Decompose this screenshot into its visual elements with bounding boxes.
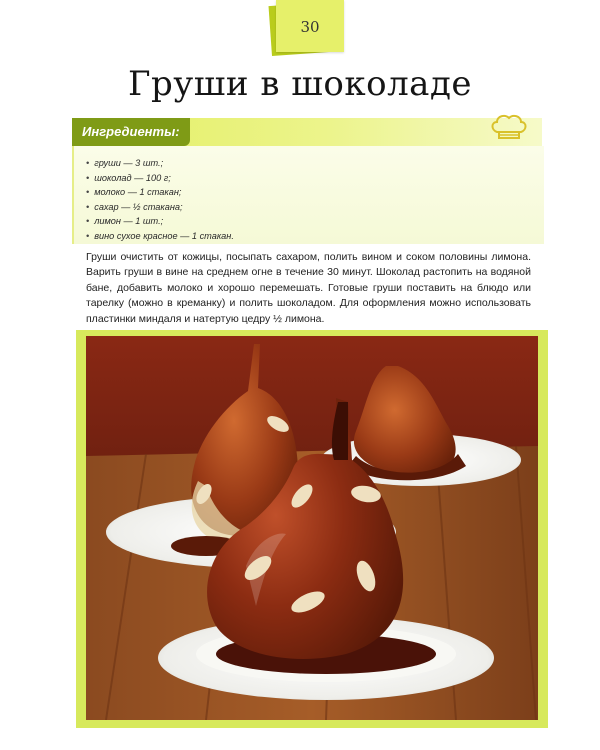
ingredient-item: • лимон — 1 шт.; [86,214,234,229]
ingredient-item: • сахар — ½ стакана; [86,200,234,215]
instructions-text: Груши очистить от кожицы, посыпать сахаром, полить вином и соком половины лимона. Варить груши в вине на среднем огне в течение 30 минут. Шоколад растопить на водяной бане, добавить молоко и хорошо перемешать. Готовые груши поставить на блюдо или тарелку (можно в креманку) и полить шоколадом. Для оформления можно использовать пластинки миндаля и натертую цедру ½ лимона. [86,251,531,325]
ingredients-label: Ингредиенты: [82,124,180,139]
ingredient-item: • вино сухое красное — 1 стакан. [86,229,234,244]
ingredient-item: • шоколад — 100 г; [86,171,234,186]
ingredients-list [86,156,234,244]
dessert-photo [86,336,538,720]
page-title: Груши в шоколаде [127,64,473,104]
chef-hat-icon [489,112,529,140]
page-number-tab [276,0,344,52]
ingredient-item: • молоко — 1 стакан; [86,185,234,200]
page-number: 30 [300,18,320,36]
ingredient-item: • груши — 3 шт.; [86,156,234,171]
ingredients-label-box [72,118,190,146]
